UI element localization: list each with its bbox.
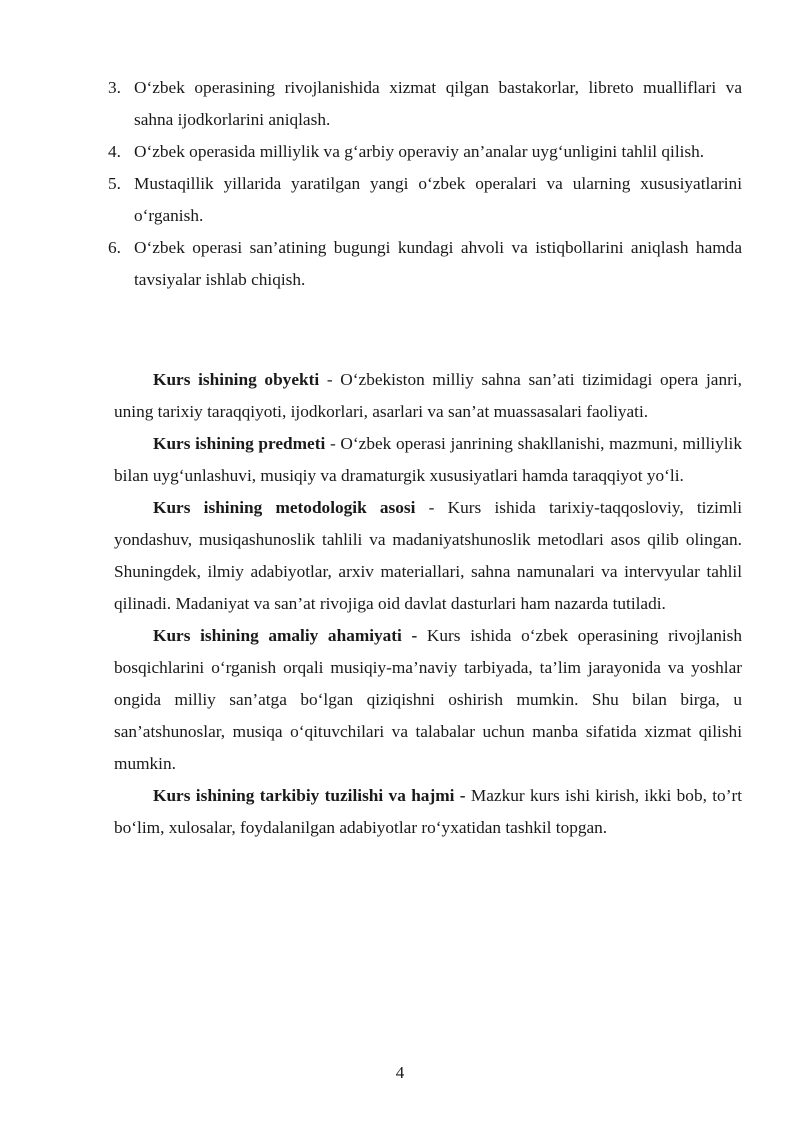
paragraph-term: Kurs ishining obyekti <box>153 370 320 389</box>
list-item <box>108 72 742 136</box>
paragraph-text: Mazkur kurs ishi kirish, ikki bob, to’rt bo‘lim, xulosalar, foydalanilgan adabiyotlar ro‘yxatidan tashkil topgan. <box>114 786 743 837</box>
list-item-number: 5. <box>108 174 121 193</box>
paragraph-term: Kurs ishining amaliy ahamiyati - <box>153 626 418 645</box>
paragraph-methodology <box>114 492 742 620</box>
list-item-number: 6. <box>108 238 121 257</box>
paragraph-practical-value <box>114 620 742 780</box>
paragraph-object <box>114 364 742 428</box>
list-item-number: 3. <box>108 78 121 97</box>
list-item-number: 4. <box>108 142 121 161</box>
list-item-text: O‘zbek operasida milliylik va g‘arbiy operaviy an’analar uyg‘unligini tahlil qilish. <box>134 142 705 161</box>
paragraph-text: - O‘zbek operasi janrining shakllanishi, mazmuni, milliylik bilan uyg‘unlashuvi, musiqiy va dramaturgik xususiyatlari hamda taraqqiyot yo‘li. <box>114 434 742 485</box>
list-item <box>108 136 742 168</box>
paragraph-text: - O‘zbekiston milliy sahna san’ati tizimidagi opera janri, uning tarixiy taraqqiyoti, ijodkorlari, asarlari va san’at muassasalari faoliyati. <box>114 370 742 421</box>
page-number: 4 <box>395 1063 405 1082</box>
list-item <box>108 168 742 232</box>
paragraph-structure <box>114 780 742 844</box>
paragraph-term: Kurs ishining tarkibiy tuzilishi va hajmi - <box>153 786 466 805</box>
list-item-text: O‘zbek operasining rivojlanishida xizmat qilgan bastakorlar, libreto mualliflari va sahna ijodkorlarini aniqlash. <box>134 78 742 129</box>
list-item <box>108 232 742 296</box>
paragraph-text: - Kurs ishida tarixiy-taqqosloviy, tizimli yondashuv, musiqashunoslik tahlili va madaniyatshunoslik metodlari asos qilib olingan. Shuningdek, ilmiy adabiyotlar, arxiv materiallari, sahna namunalari va intervyular tahlil qilinadi. Madaniyat va san’at rivojiga oid davlat dasturlari ham nazarda tutiladi. <box>114 498 742 613</box>
list-item-text: Mustaqillik yillarida yaratilgan yangi o‘zbek operalari va ularning xususiyatlarini o‘rganish. <box>134 174 742 225</box>
paragraph-subject <box>114 428 742 492</box>
objectives-list <box>108 72 742 296</box>
paragraph-text: Kurs ishida o‘zbek operasining rivojlanish bosqichlarini o‘rganish orqali musiqiy-ma’naviy tarbiyada, ta’lim jarayonida va yoshlar ongida milliy san’atga bo‘lgan qiziqishni oshirish mumkin. Shu bilan birga, u san’atshunoslar, musiqa o‘qituvchilari va talabalar uchun manba sifatida xizmat qilishi mumkin. <box>114 626 742 773</box>
body-paragraphs <box>114 364 742 844</box>
paragraph-term: Kurs ishining predmeti <box>153 434 326 453</box>
list-item-text: O‘zbek operasi san’atining bugungi kundagi ahvoli va istiqbollarini aniqlash hamda tavsiyalar ishlab chiqish. <box>134 238 742 289</box>
paragraph-term: Kurs ishining metodologik asosi <box>153 498 416 517</box>
